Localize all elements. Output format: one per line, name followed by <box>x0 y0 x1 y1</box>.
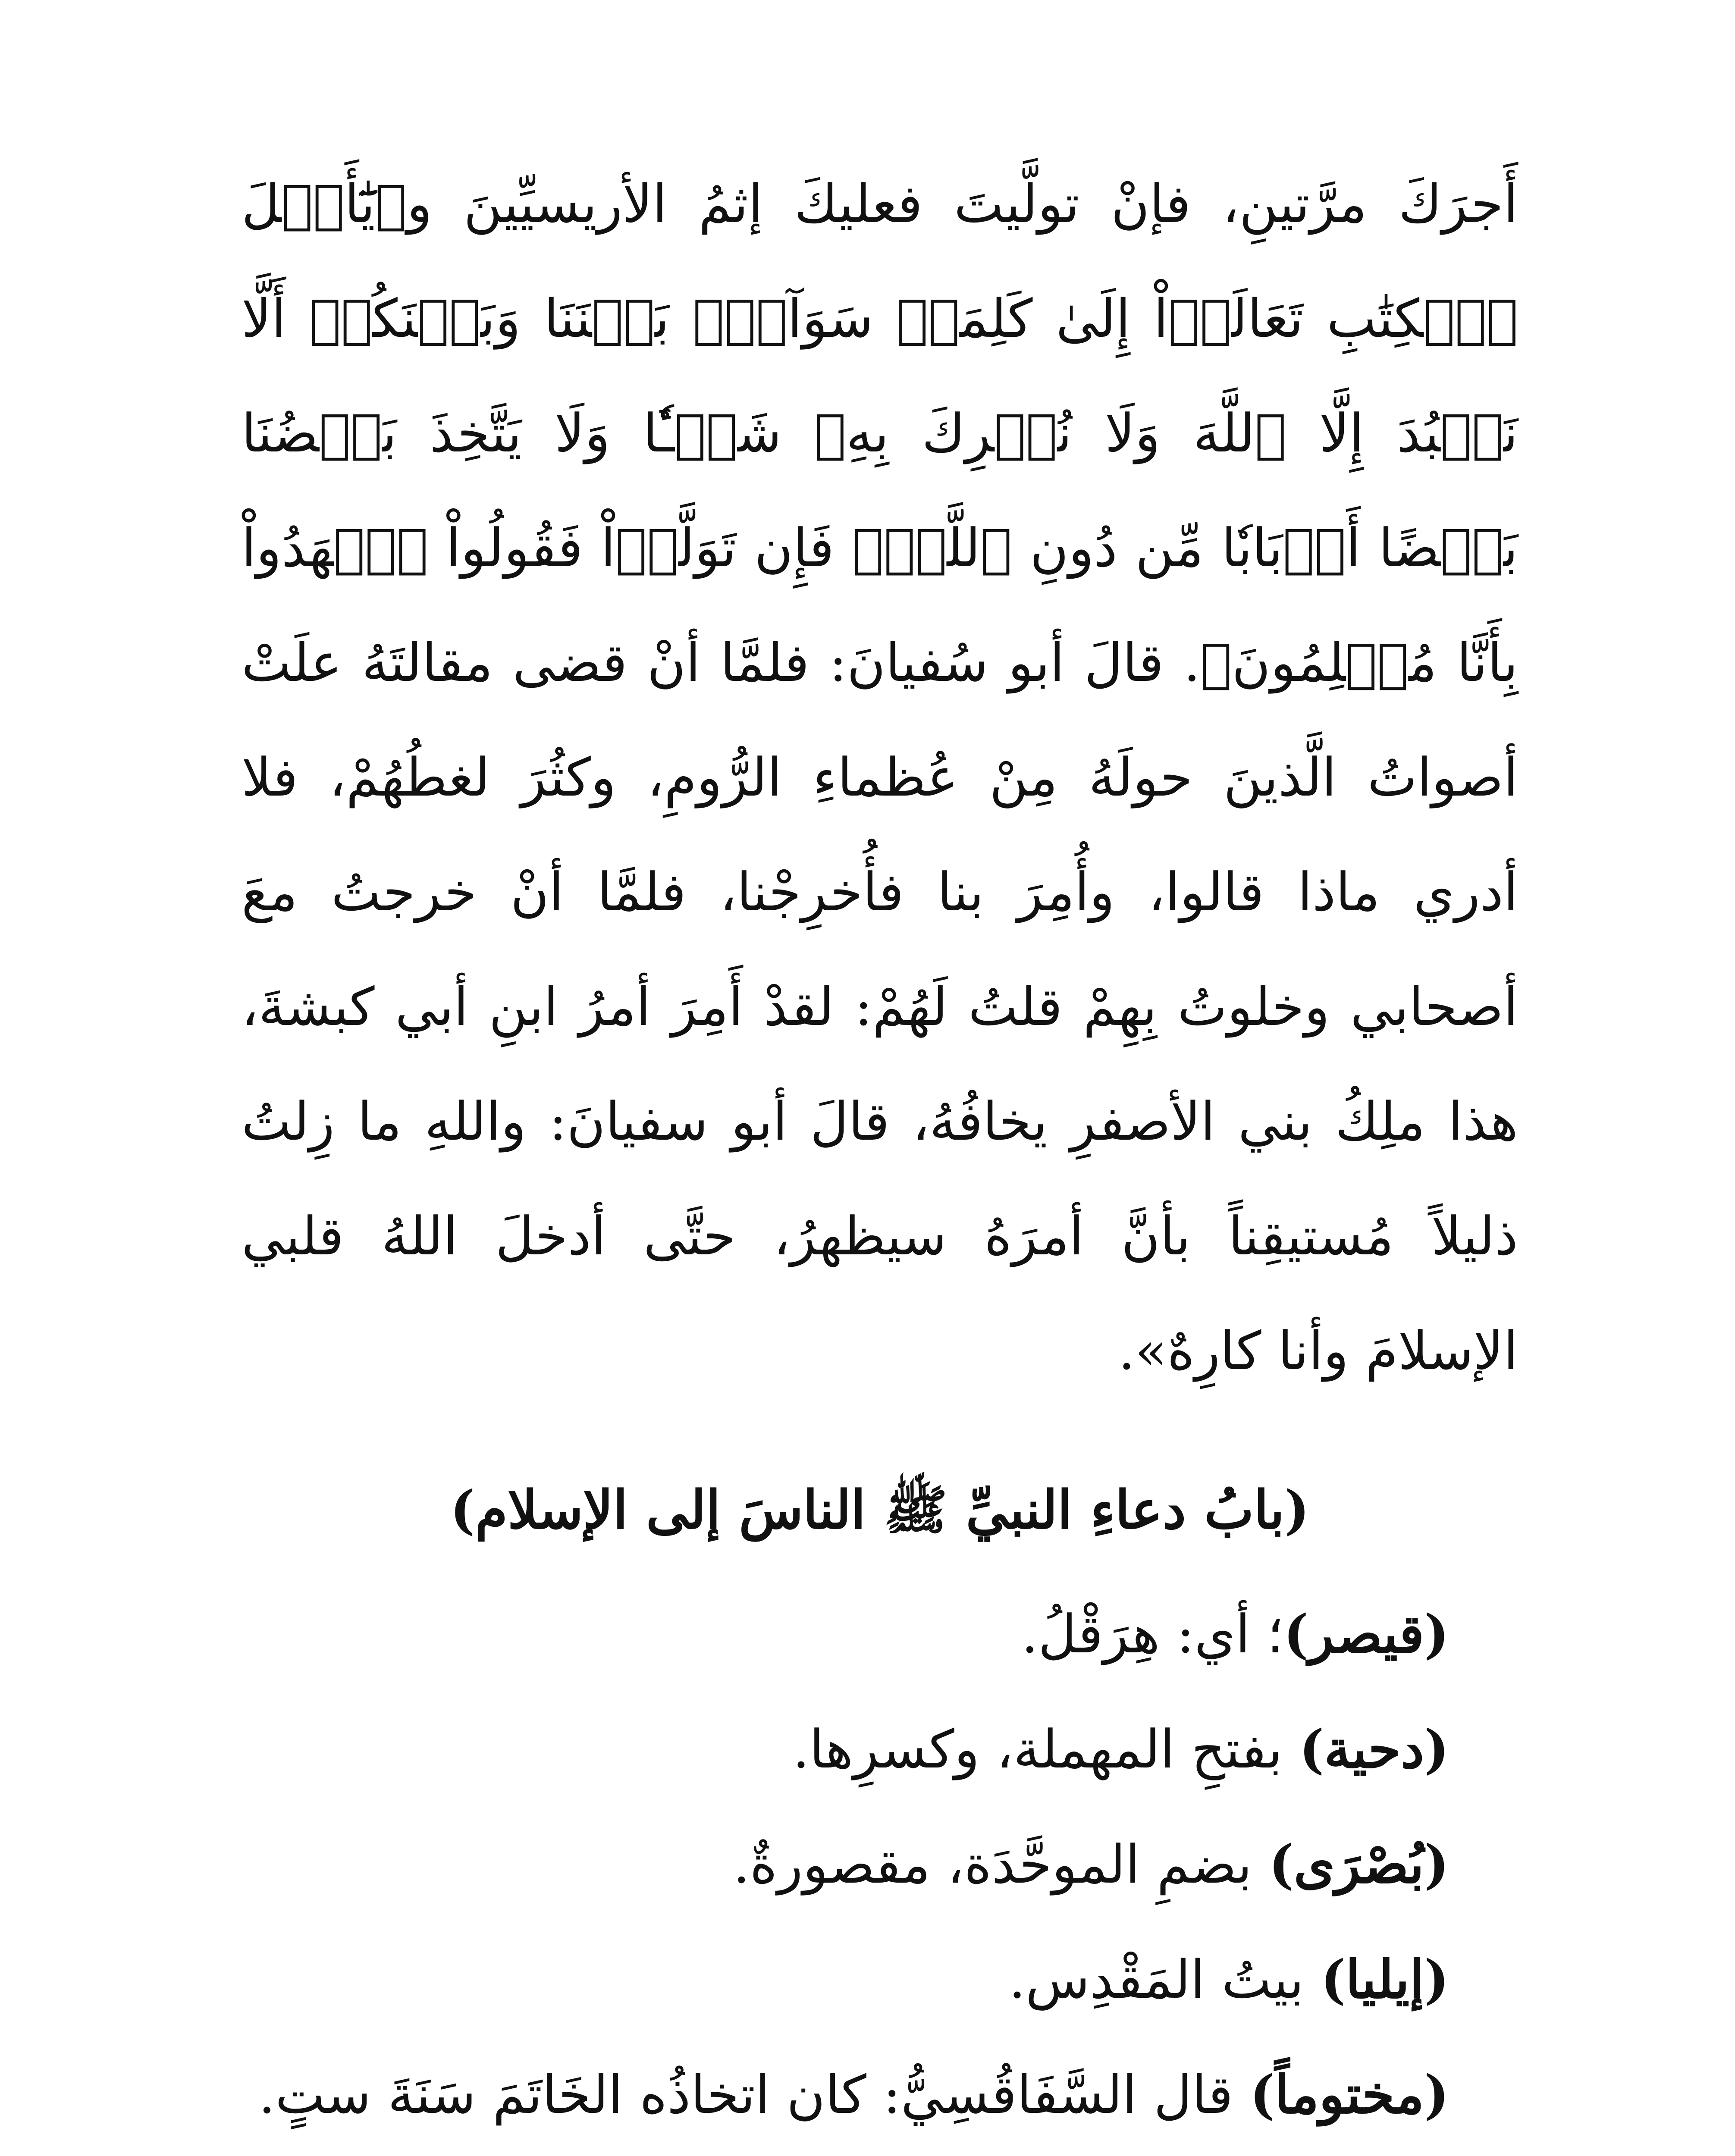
note-term: (دحية) <box>1299 1718 1449 1780</box>
note-text: بفتحِ المهملة، وكسرِها. <box>793 1719 1299 1780</box>
note-text: قال السَّفَاقُسِيُّ: كان اتخاذُه الخَاتَمَ سَنَةَ ستٍ. <box>258 2064 1250 2125</box>
notes-list <box>242 1576 1518 2156</box>
note-text: ؛ أي: هِرَقْلُ. <box>1021 1604 1284 1665</box>
note-term: (قيصر) <box>1283 1603 1449 1665</box>
note-item <box>242 2037 1518 2152</box>
note-item <box>242 1692 1518 1807</box>
chapter-heading: (بابُ دعاءِ النبيِّ ﷺ الناسَ إلى الإسلام) <box>450 1479 1310 1541</box>
note-text: بضمِ الموحَّدَة، مقصورةٌ. <box>733 1834 1269 1895</box>
note-term: (مختوماً) <box>1250 2063 1449 2125</box>
note-term: (إيليا) <box>1321 1948 1449 2010</box>
main-text: أَجرَكَ مرَّتينِ، فإنْ تولَّيتَ فعليكَ إثمُ الأريسيِّينَ و﴿يَٰٓأَهۡلَ ٱلۡكِتَٰبِ تَعَالَوۡاْ إِلَىٰ كَلِمَةٖ سَوَآءِۭ بَيۡنَنَا وَبَيۡنَكُمۡ أَلَّا نَعۡبُدَ إِلَّا ٱللَّهَ وَلَا نُشۡرِكَ بِهِۦ شَيۡـٔٗا وَلَا يَتَّخِذَ بَعۡضُنَا بَعۡضًا أَرۡبَابٗا مِّن دُونِ ٱللَّهِۚ فَإِن تَوَلَّوۡاْ فَقُولُواْ ٱشۡهَدُواْ بِأَنَّا مُسۡلِمُونَ﴾. قالَ أبو سُفيانَ: فلمَّا أنْ قضى مقالتَهُ علَتْ أصواتُ الَّذينَ حولَهُ مِنْ عُظماءِ الرُّومِ، وكثُرَ لغطُهُمْ، فلا أدري ماذا قالوا، وأُمِرَ بنا فأُخرِجْنا، فلمَّا أنْ خرجتُ معَ أصحابي وخلوتُ بِهِمْ قلتُ لَهُمْ: لقدْ أَمِرَ أمرُ ابنِ أبي كبشةَ، هذا ملِكُ بني الأصفرِ يخافُهُ، قالَ أبو سفيانَ: واللهِ ما زِلتُ ذليلاً مُستيقِناً بأنَّ أمرَهُ سيظهرُ، حتَّى أدخلَ اللهُ قلبي الإسلامَ وأنا كارِهٌ». <box>242 173 1518 1382</box>
note-first-line <box>242 2152 1518 2156</box>
note-text: بيتُ المَقْدِس. <box>1009 1949 1321 2010</box>
page-content <box>242 147 1518 2156</box>
note-item <box>242 1922 1518 2037</box>
note-item <box>242 1807 1518 1922</box>
note-term: (بُصْرَى) <box>1268 1833 1449 1895</box>
note-item <box>242 1576 1518 1692</box>
note-item <box>242 2152 1518 2156</box>
